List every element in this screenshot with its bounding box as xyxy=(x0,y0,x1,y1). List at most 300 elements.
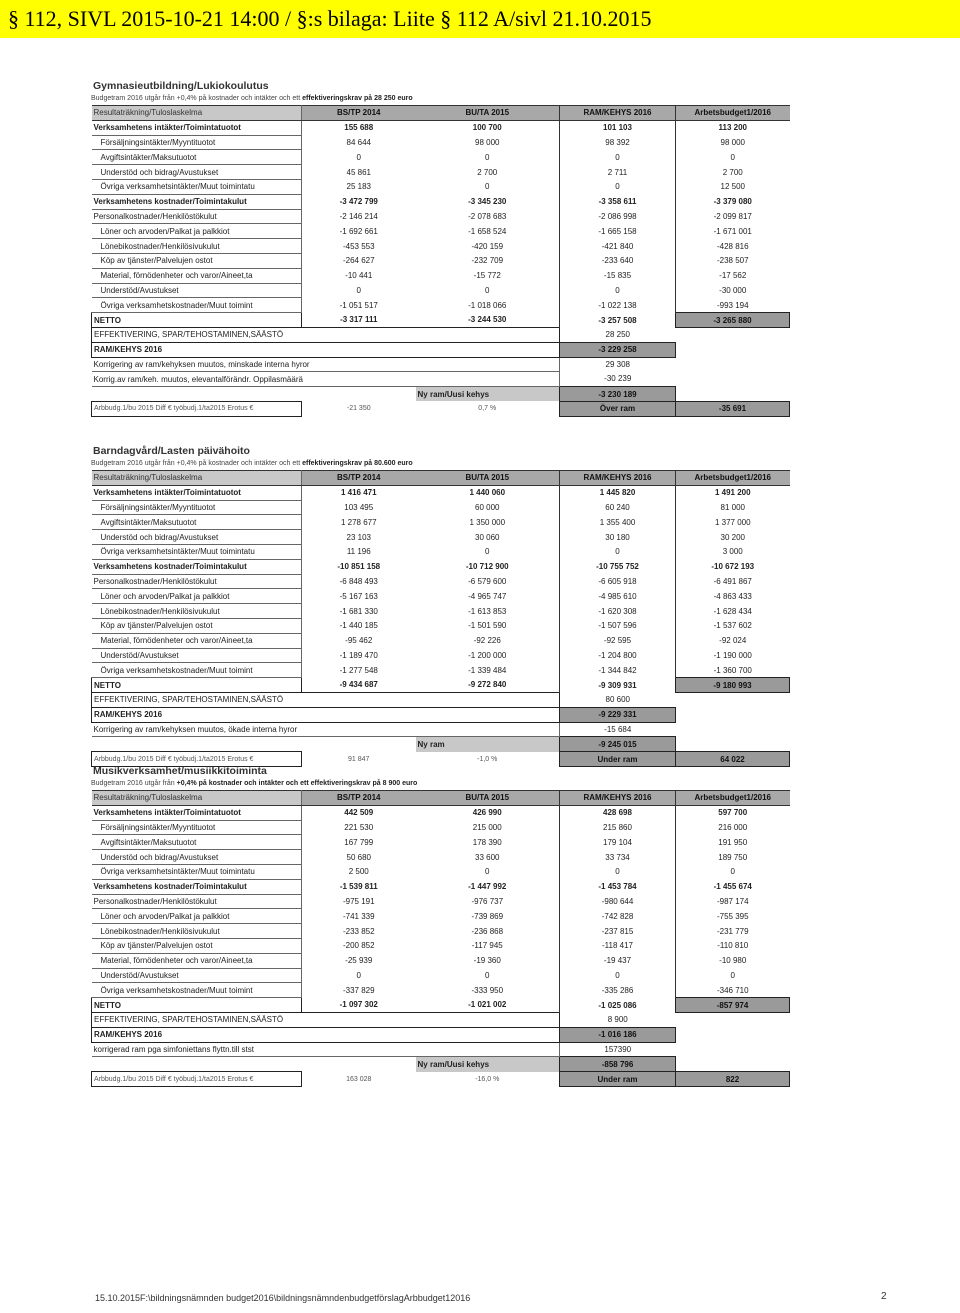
row-value: -1 097 302 xyxy=(339,1000,378,1010)
row-value: -6 579 600 xyxy=(468,576,507,586)
column-header: Arbetsbudget1/2016 xyxy=(676,471,790,486)
budget-table xyxy=(91,470,790,767)
new-frame-label: Ny ram xyxy=(416,737,560,752)
correction-row-spacer xyxy=(676,722,790,737)
row-value: 30 200 xyxy=(676,530,790,545)
row-value: 215 000 xyxy=(472,822,502,832)
row-value: -117 945 xyxy=(471,941,503,951)
table-row xyxy=(92,179,790,194)
row-value: 0 xyxy=(485,547,490,557)
new-frame-value: -858 796 xyxy=(560,1057,676,1072)
row-value: 0 xyxy=(485,152,490,162)
row-value: 23 103 xyxy=(346,532,371,542)
row-value: -1 613 853 xyxy=(468,606,507,616)
effektivering-row-value: 80 600 xyxy=(560,692,676,707)
table-row xyxy=(92,530,790,545)
correction-row-spacer xyxy=(676,1042,790,1057)
row-label: Övriga verksamhetsintäkter/Muut toimintatu xyxy=(92,179,302,194)
ram-row-label: RAM/KEHYS 2016 xyxy=(92,707,560,722)
difference-value: -21 350 xyxy=(346,405,371,413)
row-label: Verksamhetens intäkter/Toimintatuotot xyxy=(92,120,302,135)
difference-percent: -16,0 % xyxy=(475,1075,500,1083)
table-row xyxy=(92,604,790,619)
new-frame-spacer xyxy=(92,1057,416,1072)
row-label: Avgiftsintäkter/Maksutuotot xyxy=(92,515,302,530)
row-value: -2 078 683 xyxy=(468,211,507,221)
table-row xyxy=(92,648,790,663)
table-row xyxy=(92,515,790,530)
new-frame-spacer2 xyxy=(676,737,790,752)
row-value: -3 472 799 xyxy=(339,197,378,207)
row-value: 101 103 xyxy=(560,120,676,135)
effektivering-row-value: 28 250 xyxy=(560,327,676,342)
row-value: -2 099 817 xyxy=(676,209,790,224)
row-label: NETTO xyxy=(92,998,302,1013)
budget-note-text: Budgetram 2016 utgår från +0,4% på kostnader och intäkter och ett xyxy=(91,460,303,467)
table-row xyxy=(92,924,790,939)
row-value: 216 000 xyxy=(676,820,790,835)
table-row xyxy=(92,500,790,515)
row-label: Löner och arvoden/Palkat ja palkkiot xyxy=(92,909,302,924)
ram-status-value: 822 xyxy=(676,1072,790,1087)
row-value: 0 xyxy=(485,285,490,295)
row-value: -9 272 840 xyxy=(468,680,507,690)
difference-label: Arbbudg.1/bu 2015 Diff € työbudj.1/ta2015 Erotus € xyxy=(92,401,302,416)
difference-percent: -1,0 % xyxy=(477,755,498,763)
table-row xyxy=(92,298,790,313)
row-value: -1 277 548 xyxy=(339,665,378,675)
table-row xyxy=(92,998,790,1013)
row-value: 11 196 xyxy=(346,547,371,557)
table-row xyxy=(92,150,790,165)
new-frame-spacer xyxy=(92,737,416,752)
row-value: 0 xyxy=(560,544,676,559)
table-row xyxy=(92,983,790,998)
row-value: 167 799 xyxy=(344,837,374,847)
row-value: -1 539 811 xyxy=(339,882,378,892)
row-value: 0 xyxy=(676,864,790,879)
table-row xyxy=(92,953,790,968)
correction-row-value: 157390 xyxy=(560,1042,676,1057)
row-value: -92 024 xyxy=(676,633,790,648)
effektivering-row-spacer xyxy=(676,1012,790,1027)
table-row xyxy=(92,850,790,865)
row-label: Övriga verksamhetsintäkter/Muut toimintatu xyxy=(92,544,302,559)
difference-value: 91 847 xyxy=(348,755,370,763)
budget-note xyxy=(91,780,417,787)
correction-row-label: Korrigering av ram/kehyksen muutos, minskade interna hyror xyxy=(92,357,560,372)
table-row xyxy=(92,239,790,254)
new-frame-spacer2 xyxy=(676,1057,790,1072)
correction-row-label: Korrig.av ram/keh. muutos, elevantalförändr. Oppilasmäärä xyxy=(92,372,560,387)
row-label: Köp av tjänster/Palvelujen ostot xyxy=(92,938,302,953)
row-value: 426 990 xyxy=(472,808,502,818)
row-value: 1 278 677 xyxy=(340,517,377,527)
table-row xyxy=(92,938,790,953)
row-value: -1 189 470 xyxy=(339,650,378,660)
ram-row-label: RAM/KEHYS 2016 xyxy=(92,1027,560,1042)
row-label: Verksamhetens intäkter/Toimintatuotot xyxy=(92,485,302,500)
ram-row-spacer xyxy=(676,707,790,722)
table-row xyxy=(92,559,790,574)
table-row xyxy=(92,283,790,298)
row-value: -10 980 xyxy=(676,953,790,968)
row-value: -17 562 xyxy=(676,268,790,283)
budget-note-text: Budgetram 2016 utgår från +0,4% på kostnader och intäkter och ett xyxy=(91,95,303,102)
row-value: -30 000 xyxy=(676,283,790,298)
table-row xyxy=(92,253,790,268)
row-value: -420 159 xyxy=(471,241,504,251)
row-label: NETTO xyxy=(92,313,302,328)
row-label: Löner och arvoden/Palkat ja palkkiot xyxy=(92,224,302,239)
row-value: 2 711 xyxy=(560,165,676,180)
row-label: Övriga verksamhetskostnader/Muut toimint xyxy=(92,663,302,678)
budget-table xyxy=(91,105,790,417)
table-row xyxy=(92,135,790,150)
page-header: § 112, SIVL 2015-10-21 14:00 / §:s bilaga: Liite § 112 A/sivl 21.10.2015 xyxy=(0,0,960,38)
budget-note-emphasis: +0,4% på kostnader och intäkter och ett effektiveringskrav på 8 900 euro xyxy=(176,780,418,787)
row-label: Understöd och bidrag/Avustukset xyxy=(92,850,302,865)
ram-status-label: Över ram xyxy=(560,401,676,416)
row-value: -1 018 066 xyxy=(468,300,507,310)
row-value: 1 377 000 xyxy=(676,515,790,530)
row-label: Material, förnödenheter och varor/Aineet,ta xyxy=(92,633,302,648)
difference-label: Arbbudg.1/bu 2015 Diff € työbudj.1/ta2015 Erotus € xyxy=(92,752,302,767)
effektivering-row-label: EFFEKTIVERING, SPAR/TEHOSTAMINEN,SÄÄSTÖ xyxy=(92,1012,560,1027)
row-value: 191 950 xyxy=(676,835,790,850)
row-value: 81 000 xyxy=(676,500,790,515)
correction-row-label: korrigerad ram pga simfoniettans flyttn.till stst xyxy=(92,1042,560,1057)
row-label: Material, förnödenheter och varor/Aineet,ta xyxy=(92,953,302,968)
correction-row xyxy=(92,372,790,387)
row-label: Försäljningsintäkter/Myyntituotot xyxy=(92,820,302,835)
ram-row xyxy=(92,1027,790,1042)
correction-row-value: 29 308 xyxy=(560,357,676,372)
row-value: 84 644 xyxy=(346,137,371,147)
row-value: -10 712 900 xyxy=(465,562,509,572)
budget-note xyxy=(91,95,413,102)
row-value: -200 852 xyxy=(342,941,375,951)
section-title: Musikverksamhet/musiikkitoiminta xyxy=(93,765,267,777)
row-value: -3 244 530 xyxy=(468,315,507,325)
table-row xyxy=(92,165,790,180)
row-value: 0 xyxy=(560,150,676,165)
row-value: -333 950 xyxy=(471,985,504,995)
row-value: 100 700 xyxy=(472,123,502,133)
row-value: 1 491 200 xyxy=(676,485,790,500)
row-value: 30 060 xyxy=(475,532,500,542)
row-value: 60 000 xyxy=(475,502,500,512)
effektivering-row xyxy=(92,327,790,342)
table-row xyxy=(92,313,790,328)
table-row xyxy=(92,574,790,589)
table-row xyxy=(92,194,790,209)
table-row xyxy=(92,835,790,850)
section-title: Gymnasieutbildning/Lukiokoulutus xyxy=(93,80,269,92)
correction-row-value: -15 684 xyxy=(560,722,676,737)
row-value: -10 755 752 xyxy=(560,559,676,574)
row-value: 0 xyxy=(676,150,790,165)
row-value: -1 671 001 xyxy=(676,224,790,239)
row-value: 179 104 xyxy=(560,835,676,850)
new-frame-label: Ny ram/Uusi kehys xyxy=(416,387,560,402)
row-value: -5 167 163 xyxy=(339,591,378,601)
table-row xyxy=(92,485,790,500)
row-label: Övriga verksamhetsintäkter/Muut toimintatu xyxy=(92,864,302,879)
row-value: 33 600 xyxy=(475,852,500,862)
row-label: Material, förnödenheter och varor/Aineet,ta xyxy=(92,268,302,283)
row-value: -6 848 493 xyxy=(339,576,378,586)
row-value: 1 416 471 xyxy=(340,488,377,498)
row-value: -10 672 193 xyxy=(676,559,790,574)
column-header: BU/TA 2015 xyxy=(416,106,560,121)
row-value: -755 395 xyxy=(676,909,790,924)
row-value: -264 627 xyxy=(342,256,375,266)
row-value: 189 750 xyxy=(676,850,790,865)
row-value: 0 xyxy=(485,970,490,980)
column-header: Resultaträkning/Tuloslaskelma xyxy=(92,106,302,121)
column-header: Arbetsbudget1/2016 xyxy=(676,791,790,806)
row-value: -237 815 xyxy=(560,924,676,939)
row-value: -110 810 xyxy=(676,938,790,953)
ram-row-value: -1 016 186 xyxy=(560,1027,676,1042)
table-row xyxy=(92,678,790,693)
row-value: -993 194 xyxy=(676,298,790,313)
row-value: -4 965 747 xyxy=(468,591,507,601)
row-label: Personalkostnader/Henkilöstökulut xyxy=(92,894,302,909)
footer-path: 15.10.2015F:\bildningsnämnden budget2016\bildningsnämndenbudgetförslagArbbudget12016 xyxy=(95,1293,471,1303)
row-label: Köp av tjänster/Palvelujen ostot xyxy=(92,253,302,268)
row-label: Lönebikostnader/Henkilösivukulut xyxy=(92,604,302,619)
page-number: 2 xyxy=(881,1291,887,1302)
row-label: Personalkostnader/Henkilöstökulut xyxy=(92,209,302,224)
ram-status-value: -35 691 xyxy=(676,401,790,416)
row-value: 0 xyxy=(485,867,490,877)
row-value: -1 455 674 xyxy=(676,879,790,894)
row-value: 428 698 xyxy=(560,805,676,820)
row-value: -980 644 xyxy=(560,894,676,909)
row-value: -335 286 xyxy=(560,983,676,998)
row-label: Understöd och bidrag/Avustukset xyxy=(92,165,302,180)
row-value: 0 xyxy=(560,864,676,879)
table-row xyxy=(92,589,790,604)
difference-label: Arbbudg.1/bu 2015 Diff € työbudj.1/ta2015 Erotus € xyxy=(92,1072,302,1087)
row-value: 33 734 xyxy=(560,850,676,865)
column-header: Resultaträkning/Tuloslaskelma xyxy=(92,471,302,486)
row-value: 1 445 820 xyxy=(560,485,676,500)
row-value: -9 434 687 xyxy=(339,680,378,690)
row-value: -4 863 433 xyxy=(676,589,790,604)
effektivering-row xyxy=(92,1012,790,1027)
table-row xyxy=(92,209,790,224)
row-value: 3 000 xyxy=(676,544,790,559)
row-label: Övriga verksamhetskostnader/Muut toimint xyxy=(92,298,302,313)
row-value: 25 183 xyxy=(346,182,371,192)
table-row xyxy=(92,120,790,135)
new-frame-spacer2 xyxy=(676,387,790,402)
row-value: -2 146 214 xyxy=(339,211,378,221)
row-value: 0 xyxy=(560,179,676,194)
row-value: -1 204 800 xyxy=(560,648,676,663)
budget-note-emphasis: effektiveringskrav på 28 250 euro xyxy=(302,95,413,102)
effektivering-row-spacer xyxy=(676,327,790,342)
difference-row xyxy=(92,1072,790,1087)
correction-row-spacer xyxy=(676,357,790,372)
row-value: 98 000 xyxy=(676,135,790,150)
row-label: Understöd och bidrag/Avustukset xyxy=(92,530,302,545)
budget-note-emphasis: effektiveringskrav på 80.600 euro xyxy=(302,460,413,467)
difference-row xyxy=(92,401,790,416)
column-header: BU/TA 2015 xyxy=(416,791,560,806)
row-value: -421 840 xyxy=(560,239,676,254)
row-value: -10 441 xyxy=(345,271,373,281)
table-row xyxy=(92,544,790,559)
column-header: RAM/KEHYS 2016 xyxy=(560,106,676,121)
row-value: -19 437 xyxy=(560,953,676,968)
row-value: -1 453 784 xyxy=(560,879,676,894)
row-value: -857 974 xyxy=(676,998,790,1013)
ram-row-value: -3 229 258 xyxy=(560,342,676,357)
ram-row xyxy=(92,342,790,357)
section-title: Barndagvård/Lasten päivähoito xyxy=(93,445,250,457)
row-value: -3 345 230 xyxy=(468,197,507,207)
correction-row-value: -30 239 xyxy=(560,372,676,387)
row-value: 45 861 xyxy=(346,167,371,177)
table-row xyxy=(92,618,790,633)
row-value: -236 868 xyxy=(471,926,504,936)
row-label: Understöd/Avustukset xyxy=(92,648,302,663)
row-label: NETTO xyxy=(92,678,302,693)
new-frame-row xyxy=(92,1057,790,1072)
row-value: -976 737 xyxy=(471,896,504,906)
row-value: 215 860 xyxy=(560,820,676,835)
row-value: 0 xyxy=(356,970,361,980)
row-value: -741 339 xyxy=(342,911,375,921)
table-row xyxy=(92,968,790,983)
table-row xyxy=(92,663,790,678)
row-label: Avgiftsintäkter/Maksutuotot xyxy=(92,150,302,165)
effektivering-row xyxy=(92,692,790,707)
row-label: Personalkostnader/Henkilöstökulut xyxy=(92,574,302,589)
row-value: -2 086 998 xyxy=(560,209,676,224)
row-value: -1 440 185 xyxy=(339,621,378,631)
row-value: -1 447 992 xyxy=(468,882,507,892)
row-value: 178 390 xyxy=(472,837,502,847)
row-value: 2 700 xyxy=(477,167,498,177)
row-value: -1 025 086 xyxy=(560,998,676,1013)
column-header: BS/TP 2014 xyxy=(302,471,416,486)
new-frame-row xyxy=(92,387,790,402)
new-frame-row xyxy=(92,737,790,752)
row-label: Köp av tjänster/Palvelujen ostot xyxy=(92,618,302,633)
row-value: -1 051 517 xyxy=(339,300,378,310)
table-header-row xyxy=(92,471,790,486)
ram-row-label: RAM/KEHYS 2016 xyxy=(92,342,560,357)
row-value: -19 360 xyxy=(473,956,501,966)
effektivering-row-label: EFFEKTIVERING, SPAR/TEHOSTAMINEN,SÄÄSTÖ xyxy=(92,327,560,342)
ram-status-label: Under ram xyxy=(560,1072,676,1087)
correction-row xyxy=(92,722,790,737)
row-value: -1 681 330 xyxy=(339,606,378,616)
row-label: Understöd/Avustukset xyxy=(92,283,302,298)
row-value: 60 240 xyxy=(560,500,676,515)
row-label: Verksamhetens kostnader/Toimintakulut xyxy=(92,559,302,574)
row-value: -1 665 158 xyxy=(560,224,676,239)
correction-row xyxy=(92,1042,790,1057)
row-value: 597 700 xyxy=(676,805,790,820)
row-value: -231 779 xyxy=(676,924,790,939)
budget-note-text: Budgetram 2016 utgår från xyxy=(91,780,177,787)
effektivering-row-value: 8 900 xyxy=(560,1012,676,1027)
row-value: -118 417 xyxy=(560,938,676,953)
row-label: Försäljningsintäkter/Myyntituotot xyxy=(92,135,302,150)
budget-note xyxy=(91,460,413,467)
table-row xyxy=(92,909,790,924)
row-value: 155 688 xyxy=(344,123,374,133)
row-value: 30 180 xyxy=(560,530,676,545)
row-value: 0 xyxy=(485,182,490,192)
row-value: 2 500 xyxy=(348,867,369,877)
row-value: -95 462 xyxy=(345,636,373,646)
row-value: 1 440 060 xyxy=(469,488,506,498)
row-value: -975 191 xyxy=(342,896,375,906)
row-value: -6 491 867 xyxy=(676,574,790,589)
row-value: -346 710 xyxy=(676,983,790,998)
row-label: Understöd/Avustukset xyxy=(92,968,302,983)
correction-row xyxy=(92,357,790,372)
row-value: -232 709 xyxy=(471,256,504,266)
row-value: -739 869 xyxy=(471,911,504,921)
column-header: Resultaträkning/Tuloslaskelma xyxy=(92,791,302,806)
column-header: RAM/KEHYS 2016 xyxy=(560,471,676,486)
row-value: -1 344 842 xyxy=(560,663,676,678)
row-value: -10 851 158 xyxy=(337,562,381,572)
row-value: -3 358 611 xyxy=(560,194,676,209)
table-row xyxy=(92,805,790,820)
row-value: -233 852 xyxy=(342,926,375,936)
row-value: 113 200 xyxy=(676,120,790,135)
row-value: -92 226 xyxy=(473,636,501,646)
row-value: -1 190 000 xyxy=(676,648,790,663)
row-label: Verksamhetens kostnader/Toimintakulut xyxy=(92,194,302,209)
table-row xyxy=(92,894,790,909)
row-value: -428 816 xyxy=(676,239,790,254)
column-header: BS/TP 2014 xyxy=(302,791,416,806)
effektivering-row-spacer xyxy=(676,692,790,707)
ram-row-spacer xyxy=(676,1027,790,1042)
row-value: 0 xyxy=(356,285,361,295)
row-label: Försäljningsintäkter/Myyntituotot xyxy=(92,500,302,515)
new-frame-value: -3 230 189 xyxy=(560,387,676,402)
table-header-row xyxy=(92,791,790,806)
row-value: 442 509 xyxy=(344,808,374,818)
row-value: -3 257 508 xyxy=(560,313,676,328)
row-label: Lönebikostnader/Henkilösivukulut xyxy=(92,239,302,254)
new-frame-label: Ny ram/Uusi kehys xyxy=(416,1057,560,1072)
row-value: -25 939 xyxy=(345,956,373,966)
row-value: 98 392 xyxy=(560,135,676,150)
row-label: Lönebikostnader/Henkilösivukulut xyxy=(92,924,302,939)
column-header: RAM/KEHYS 2016 xyxy=(560,791,676,806)
column-header: BS/TP 2014 xyxy=(302,106,416,121)
row-value: -3 379 080 xyxy=(676,194,790,209)
row-value: -9 309 931 xyxy=(560,678,676,693)
row-value: -1 022 138 xyxy=(560,298,676,313)
budget-table xyxy=(91,790,790,1087)
row-value: -1 360 700 xyxy=(676,663,790,678)
row-value: -3 265 880 xyxy=(676,313,790,328)
row-value: -4 985 610 xyxy=(560,589,676,604)
